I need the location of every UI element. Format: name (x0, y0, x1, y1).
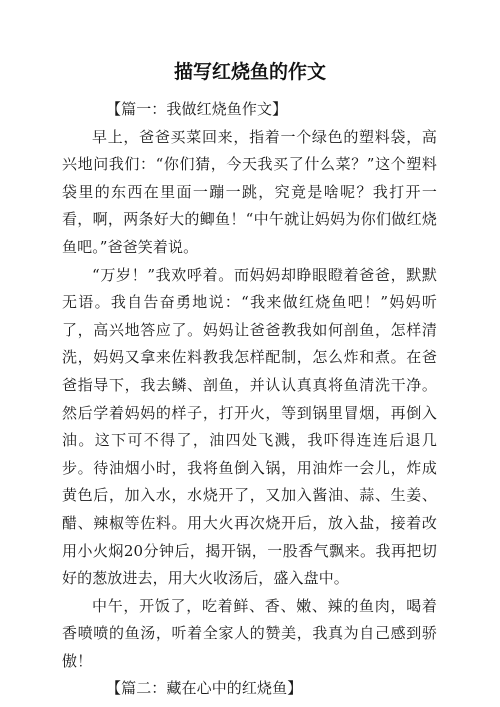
section-heading-2: 【篇二：藏在心中的红烧鱼】 (106, 679, 303, 698)
paragraph-3: 中午，开饭了，吃着鲜、香、嫩、辣的鱼肉，喝着香喷喷的鱼汤，听着全家人的赞美，我真为自己感到骄傲！ (62, 596, 437, 670)
section-heading-1: 【篇一：我做红烧鱼作文】 (106, 100, 288, 118)
paragraph-1: 早上，爸爸买菜回来，指着一个绿色的塑料袋，高兴地问我们：“你们猜，今天我买了什么菜？”这个塑料袋里的东西在里面一蹦一跳，究竟是啥呢？我打开一看，啊，两条好大的鲫鱼！“中午就让妈妈为你们做红烧鱼吧。”爸爸笑着说。 (62, 127, 437, 256)
document-title: 描写红烧鱼的作文 (173, 61, 326, 83)
paragraph-2: “万岁！”我欢呼着。而妈妈却睁眼瞪着爸爸，默默无语。我自告奋勇地说：“我来做红烧鱼吧！”妈妈听了，高兴地答应了。妈妈让爸爸教我如何剖鱼，怎样清洗，妈妈又拿来佐料教我怎样配制，怎么炸和煮。在爸爸指导下，我去鳞、剖鱼，并认认真真将鱼清洗干净。然后学着妈妈的样子，打开火，等到锅里冒烟，再倒入油。这下可不得了，油四处飞溅，我吓得连连后退几步。待油烟小时，我将鱼倒入锅，用油炸一会儿，炸成黄色后，加入水，水烧开了，又加入酱油、蒜、生姜、醋、辣椒等佐料。用大火再次烧开后，放入盐，接着改用小火焖20分钟后，揭开锅，一股香气飘来。我再把切好的葱放进去，用大火收汤后，盛入盘中。 (62, 265, 437, 588)
document-body (62, 96, 437, 703)
